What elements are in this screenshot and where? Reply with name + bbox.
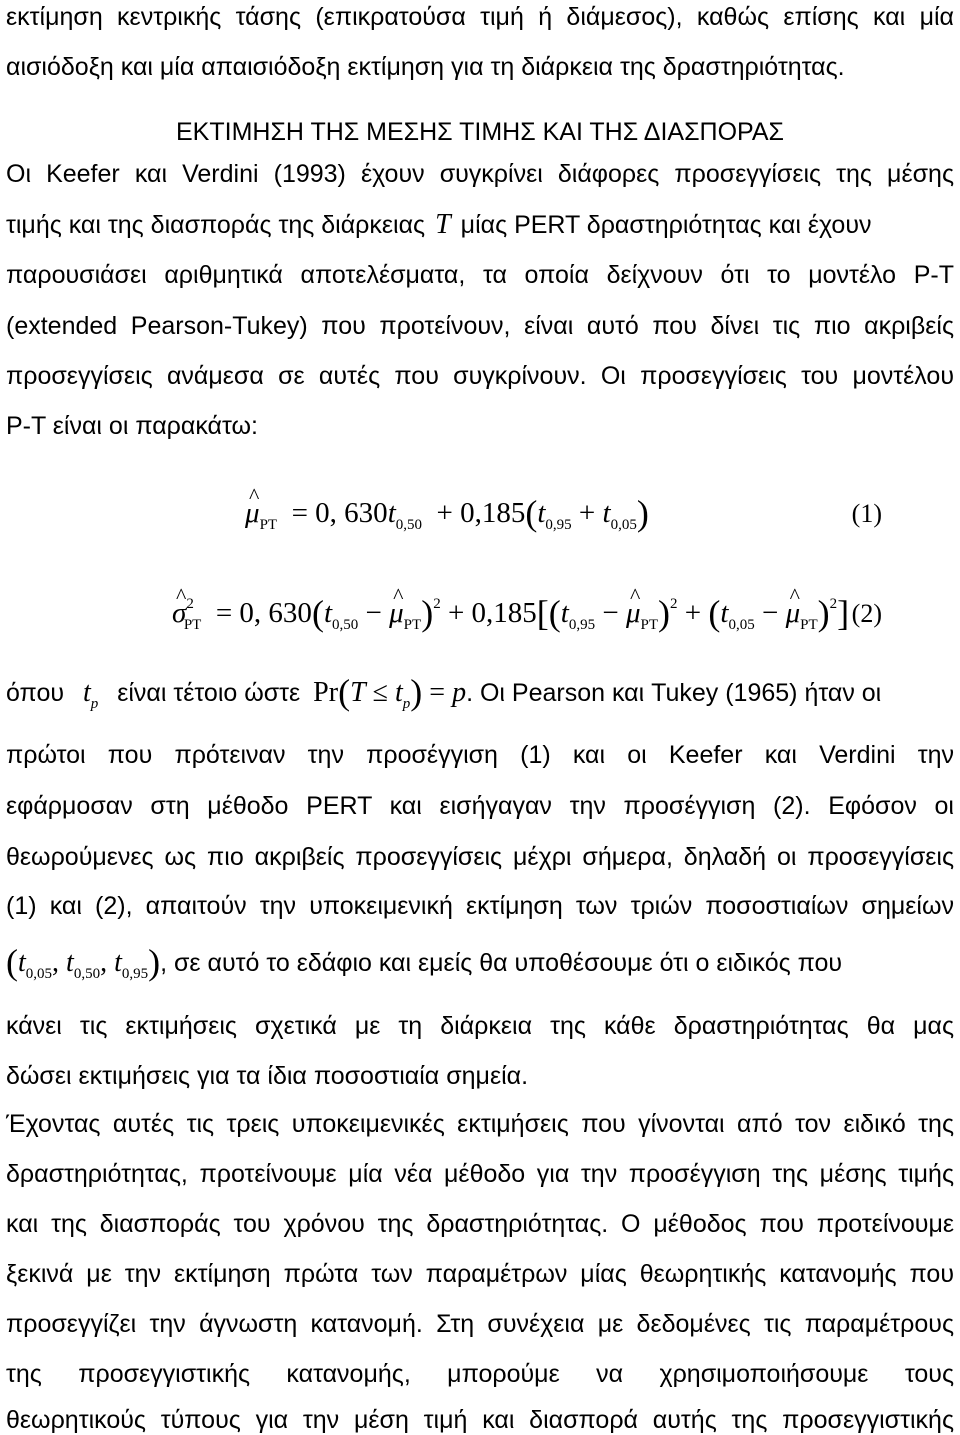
equation-1: ^ $\mu_{PT} = 0$, $630t_{0,50} + 0,185(t_{0,95} + t_{0,05})$ (245, 492, 649, 534)
section-heading: ΕΚΤΙΜΗΣΗ ΤΗΣ ΜΕΣΗΣ ΤΙΜΗΣ ΚΑΙ ΤΗΣ ΔΙΑΣΠΟΡΑΣ (176, 118, 784, 146)
text-line: (extended Pearson-Tukey) που προτείνουν, είναι αυτό που δίνει τις πιο ακριβείς (6, 312, 954, 340)
text-line (6, 210, 954, 240)
text-line: προσεγγίσεις ανάμεσα σε αυτές που συγκρίνουν. Οι προσεγγίσεις του μοντέλου (6, 362, 954, 390)
text-segment: τιμής και της διασποράς της διάρκειας (6, 211, 426, 239)
text-line: δώσει εκτιμήσεις για τα ίδια ποσοστιαία σημεία. (6, 1062, 529, 1090)
text-line: θεωρούμενες ως πιο ακριβείς προσεγγίσεις μέχρι σήμερα, δηλαδή οι προσεγγίσεις (6, 843, 954, 871)
text-line: της προσεγγιστικής κατανομής, μπορούμε να χρησιμοποιήσουμε τους (6, 1360, 954, 1388)
text-segment: είναι τέτοιο ώστε (117, 679, 301, 707)
text-segment: όπου (6, 679, 65, 707)
equation-2: ^ $\sigma^2_{PT} = 0$, $630(t_{0,50}$ − ^ $\mu_{PT})^2 + 0,185[(t_{0,95}$ − ^ $\mu_{PT})^2 + (t_{0,05}$ − ^ $\mu_{PT})^2$] (172, 592, 849, 634)
text-segment: . Οι Pearson και Tukey (1965) ήταν οι (466, 679, 882, 707)
text-line: δραστηριότητας, προτείνουμε μία νέα μέθοδο για την προσέγγιση της μέσης τιμής (6, 1160, 954, 1188)
text-line: P-T είναι οι παρακάτω: (6, 412, 258, 440)
math-T: T (435, 209, 451, 240)
text-line: ξεκινά με την εκτίμηση πρώτα των παραμέτρων μίας θεωρητικής κατανομής που (6, 1260, 954, 1288)
text-line: κάνει τις εκτιμήσεις σχετικά με τη διάρκεια της κάθε δραστηριότητας θα μας (6, 1012, 954, 1040)
text-line: εφάρμοσαν στη μέθοδο PERT και εισήγαγαν την προσέγγιση (2). Εφόσον οι (6, 792, 954, 820)
text-line: Οι Keefer και Verdini (1993) έχουν συγκρίνει διάφορες προσεγγίσεις της μέσης (6, 160, 954, 188)
equation-number: (1) (851, 499, 882, 528)
text-line: όπου $t_p$ είναι τέτοιο ώστε $Pr(T \le t_p) = p$. Οι Pearson και Tukey (1965) ήταν οι (6, 672, 882, 712)
text-line: και της διασποράς του χρόνου της δραστηριότητας. Ο μέθοδος που προτείνουμε (6, 1210, 954, 1238)
text-line: (1) και (2), απαιτούν την υποκειμενική εκτίμηση των τριών ποσοστιαίων σημείων (6, 892, 954, 920)
text-line: ($t_{0,05}$, $t_{0,50}$, $t_{0,95}$), σε αυτό το εδάφιο και εμείς θα υποθέσουμε ότι ο ειδικός που (6, 942, 843, 982)
text-line: αισιόδοξη και μία απαισιόδοξη εκτίμηση για τη διάρκεια της δραστηριότητας. (6, 53, 845, 81)
text-segment: , σε αυτό το εδάφιο και εμείς θα υποθέσουμε ότι ο ειδικός που (160, 949, 843, 977)
text-line: παρουσιάσει αριθμητικά αποτελέσματα, τα οποία δείχνουν ότι το μοντέλο P-T (6, 261, 954, 289)
text-line: θεωρητικούς τύπους για την μέση τιμή και διασπορά αυτής της προσεγγιστικής (6, 1406, 954, 1434)
text-line: εκτίμηση κεντρικής τάσης (επικρατούσα τιμή ή διάμεσος), καθώς επίσης και μία (6, 3, 954, 31)
text-line: Έχοντας αυτές τις τρεις υποκειμενικές εκτιμήσεις που γίνονται από τον ειδικό της (6, 1110, 954, 1138)
text-segment: μίας PERT δραστηριότητας και έχουν (460, 211, 872, 239)
equation-number: (2) (851, 599, 882, 628)
text-line: πρώτοι που πρότειναν την προσέγγιση (1) και οι Keefer και Verdini την (6, 741, 954, 769)
text-line: προσεγγίζει την άγνωστη κατανομή. Στη συνέχεια με δεδομένες τις παραμέτρους (6, 1310, 954, 1338)
